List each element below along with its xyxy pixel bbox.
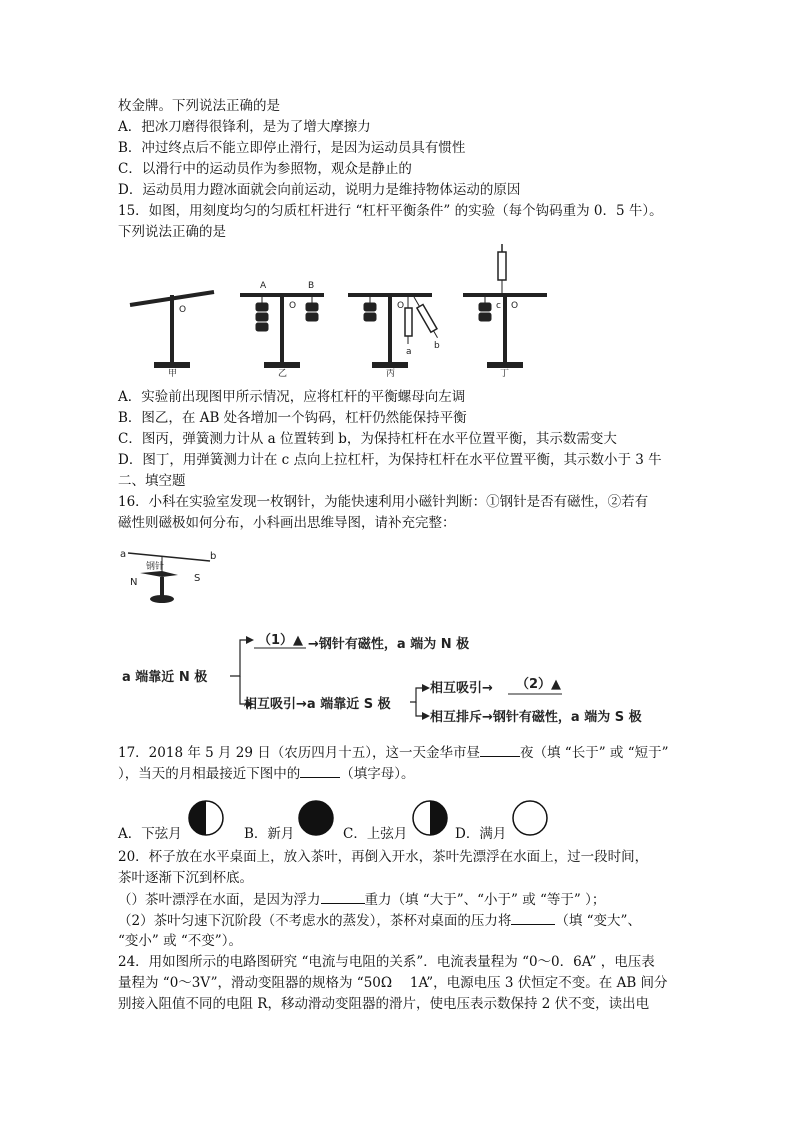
blank-1: （1）▲ [258, 633, 304, 648]
moon-option-c: C．上弦月 [343, 826, 408, 842]
q17-stem [118, 743, 669, 763]
mindmap [118, 622, 678, 737]
point-b-yi: B [308, 281, 315, 291]
q14-option-d: D．运动员用力蹬冰面就会向前运动，说明力是维持物体运动的原因 [118, 182, 521, 198]
point-c-ding: c [496, 301, 501, 311]
q20-blank-2[interactable] [511, 911, 555, 925]
q24-stem-2: 量程为 “0～3V”，滑动变阻器的规格为 “50Ω 1A”，电源电压 3 伏恒定不变。在 AB 间分 [118, 975, 668, 991]
repel-result: 相互排斥→钢针有磁性，a 端为 S 极 [430, 710, 642, 725]
q24-stem: 24．用如图所示的电路图研究 “电流与电阻的关系”．电流表量程为 “0～0．6A” ，电压表 [118, 954, 655, 970]
pivot-o-yi: O [289, 301, 297, 311]
q20-part-1-text: （）茶叶漂浮在水面，是因为浮力 [118, 892, 321, 908]
needle-figure [118, 545, 228, 607]
q20-stem: 20．杯子放在水平桌面上，放入茶叶，再倒入开水，茶叶先漂浮在水面上，过一段时间， [118, 849, 649, 865]
attract-2: 相互吸引→ [430, 681, 493, 696]
moon-option-b: B．新月 [244, 826, 295, 842]
q20-part-2-text-2: （填 “变大”、 [555, 913, 641, 929]
q15-option-b: B．图乙，在 AB 处各增加一个钩码，杠杆仍然能保持平衡 [118, 410, 467, 426]
blank-2: （2）▲ [516, 677, 562, 692]
q16-stem: 16．小科在实验室发现一枚钢针，为能快速利用小磁针判断：①钢针是否有磁性，②若有 [118, 494, 649, 510]
q20-part-1-text-2: 重力（填 “大于”、“小于” 或 “等于” ）； [364, 892, 606, 908]
lever-jia [130, 292, 214, 368]
q20-stem-2: 茶叶逐渐下沉到杯底。 [118, 870, 253, 886]
lever-bing [348, 295, 441, 368]
pos-a-bing: a [406, 347, 412, 357]
q15-option-a: A．实验前出现图甲所示情况，应将杠杆的平衡螺母向左调 [118, 389, 466, 405]
mindmap-start: a 端靠近 N 极 [122, 670, 208, 685]
pole-n: N [130, 577, 138, 588]
attract-1: 相互吸引→a 端靠近 S 极 [244, 697, 391, 712]
q17-blank-2[interactable] [300, 764, 340, 778]
q14-stem-tail: 枚金牌。下列说法正确的是 [118, 98, 280, 114]
q17-text-2: 夜（填 “长于” 或 “短于” [520, 745, 669, 761]
q15-stem-2: 下列说法正确的是 [118, 224, 226, 240]
q14-option-a: A．把冰刀磨得很锋利，是为了增大摩擦力 [118, 119, 371, 135]
pivot-o-bing: O [397, 301, 405, 311]
q17-text-3: ），当天的月相最接近下图中的 [118, 766, 301, 782]
lever-figure [118, 240, 558, 380]
needle-end-b: b [210, 551, 217, 562]
pivot-o-ding: O [511, 301, 519, 311]
q15-stem: 15．如图，用刻度均匀的匀质杠杆进行 “杠杆平衡条件” 的实验（每个钩码重为 0．5 牛）。 [118, 203, 663, 219]
needle-end-a: a [120, 549, 127, 560]
point-a-yi: A [260, 281, 267, 291]
section-heading: 二、填空题 [118, 473, 186, 489]
label-ding: 丁 [500, 369, 510, 379]
q20-part-2-cont: “变小” 或 “不变”）。 [118, 933, 242, 949]
pole-s: S [194, 573, 201, 584]
q20-part-1 [118, 890, 605, 910]
q14-option-c: C．以滑行中的运动员作为参照物，观众是静止的 [118, 161, 412, 177]
moon-new-icon [296, 798, 336, 838]
q24-stem-3: 别接入阻值不同的电阻 R，移动滑动变阻器的滑片，使电压表示数保持 2 伏不变，读出电 [118, 996, 650, 1012]
label-bing: 丙 [386, 369, 396, 379]
moon-last-quarter-icon [186, 798, 226, 838]
pivot-o-jia: O [179, 305, 187, 315]
moon-option-a: A．下弦月 [118, 826, 182, 842]
q17-stem-2 [118, 764, 415, 784]
pos-b-bing: b [434, 341, 440, 351]
lever-yi [240, 295, 324, 368]
result-1: →钢针有磁性，a 端为 N 极 [308, 637, 470, 652]
q20-part-2-text: （2）茶叶匀速下沉阶段（不考虑水的蒸发），茶杯对桌面的压力将 [118, 913, 512, 929]
lever-ding [463, 244, 547, 368]
q15-option-c: C．图丙，弹簧测力计从 a 位置转到 b，为保持杠杆在水平位置平衡，其示数需变大 [118, 431, 617, 447]
q20-part-2 [118, 911, 641, 931]
q17-blank-1[interactable] [480, 743, 520, 757]
q17-text-4: （填字母）。 [340, 766, 415, 782]
q15-option-d: D．图丁，用弹簧测力计在 c 点向上拉杠杆，为保持杠杆在水平位置平衡，其示数小于 3 牛 [118, 452, 662, 468]
label-jia: 甲 [168, 369, 178, 379]
label-yi: 乙 [278, 369, 288, 379]
q17-text-1: 17．2018 年 5 月 29 日（农历四月十五），这一天金华市昼 [118, 745, 481, 761]
moon-first-quarter-icon [410, 798, 450, 838]
moon-full-icon [510, 798, 550, 838]
moon-option-d: D．满月 [455, 826, 507, 842]
needle-label: 钢针 [146, 562, 165, 572]
q14-option-b: B．冲过终点后不能立即停止滑行，是因为运动员具有惯性 [118, 140, 466, 156]
q20-blank-1[interactable] [321, 890, 365, 904]
q16-stem-2: 磁性则磁极如何分布，小科画出思维导图，请补充完整： [118, 515, 456, 531]
